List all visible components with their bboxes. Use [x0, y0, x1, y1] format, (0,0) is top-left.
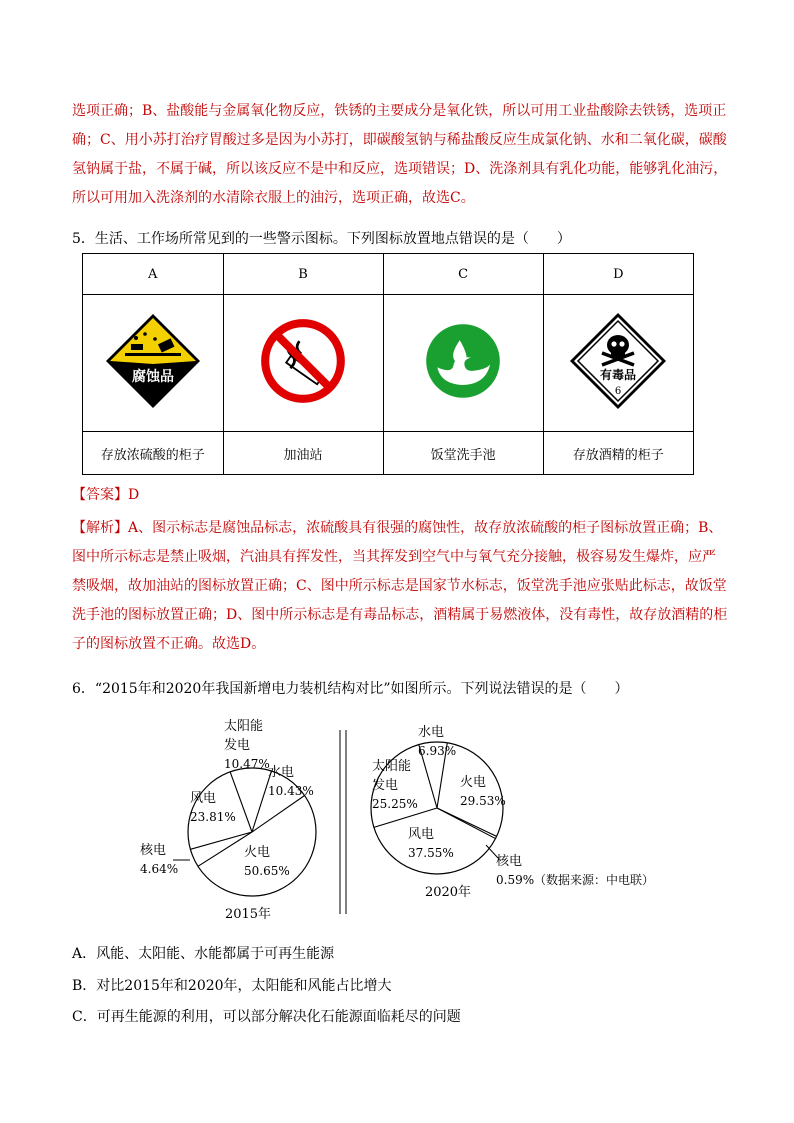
option-b: B．对比2015年和2020年，太阳能和风能占比增大 — [72, 978, 392, 994]
caption-a: 存放浓硫酸的柜子 — [83, 432, 224, 475]
option-a: A．风能、太阳能、水能都属于可再生能源 — [72, 946, 335, 962]
explanation-line: 所以可用加入洗涤剂的水清除衣服上的油污，选项正确，故选C。 — [72, 190, 475, 206]
caption-d: 存放酒精的柜子 — [543, 432, 693, 475]
answer-value: D — [128, 487, 140, 503]
water-saving-sign-icon — [423, 321, 503, 401]
question-5-analysis — [72, 514, 728, 659]
no-smoking-sign-icon — [258, 316, 348, 406]
slice-value: 37.55% — [408, 846, 454, 860]
cell-d-image — [543, 295, 693, 432]
question-5-stem: 5．生活、工作场所常见到的一些警示图标。下列图标放置地点错误的是（ ） — [72, 231, 571, 247]
cell-c-image — [383, 295, 543, 432]
slice-value: 4.64% — [140, 862, 179, 876]
corrosive-sign-icon — [103, 311, 203, 411]
slice-value: 6.93% — [418, 744, 457, 758]
slice-value: 29.53% — [460, 794, 506, 808]
slice-label: 发电 — [372, 778, 399, 793]
explanation-line: 确；C、用小苏打治疗胃酸过多是因为小苏打，即碳酸氢钠与稀盐酸反应生成氯化钠、水和二氧化碳，碳酸 — [72, 132, 727, 148]
slice-label: 火电 — [244, 845, 271, 860]
cell-b-image — [223, 295, 383, 432]
slice-label: 火电 — [460, 775, 487, 790]
slice-label: 发电 — [224, 738, 251, 753]
slice-value: 0.59% — [496, 873, 535, 887]
slice-label: 核电 — [496, 854, 523, 869]
slice-value: 10.47% — [224, 757, 270, 771]
toxic-sign-text: 有毒品 — [600, 368, 637, 382]
slice-value: 50.65% — [244, 864, 290, 878]
slice-value: 10.43% — [268, 784, 314, 798]
slice-label: 水电 — [418, 725, 445, 740]
cell-a-image — [83, 295, 224, 432]
power-structure-pie-charts — [0, 708, 794, 938]
slice-label: 风电 — [190, 791, 217, 806]
analysis-line: 子的图标放置不正确。故选D。 — [72, 636, 266, 652]
analysis-line: 图中所示标志是禁止吸烟，汽油具有挥发性，当其挥发到空气中与氧气充分接触，极容易发生爆炸，应严 — [72, 549, 716, 565]
corrosive-sign-text: 腐蚀品 — [131, 369, 174, 385]
pie-title: 2015年 — [224, 907, 272, 922]
source-note: （数据来源：中电联） — [534, 873, 655, 887]
column-header: A — [83, 254, 224, 295]
warning-sign-table — [82, 253, 694, 475]
column-header: C — [383, 254, 543, 295]
analysis-line: 禁吸烟，故加油站的图标放置正确；C、图中所示标志是国家节水标志，饭堂洗手池应张贴此标志，故饭堂 — [72, 578, 727, 594]
question-6-stem: 6．“2015年和2020年我国新增电力装机结构对比”如图所示。下列说法错误的是（ ） — [72, 681, 629, 697]
toxic-sign-icon — [568, 311, 668, 411]
slice-value: 25.25% — [372, 797, 418, 811]
slice-label: 太阳能 — [224, 719, 264, 734]
slice-label: 太阳能 — [372, 759, 412, 774]
explanation-line: 选项正确；B、盐酸能与金属氧化物反应，铁锈的主要成分是氧化铁，所以可用工业盐酸除去铁锈，选项正 — [72, 103, 727, 119]
analysis-label: 【解析】 — [72, 520, 128, 536]
analysis-line: 【解析】A、图示标志是腐蚀品标志，浓硫酸具有很强的腐蚀性，故存放浓硫酸的柜子图标放置正确；B、 — [72, 520, 723, 536]
explanation-line: 氢钠属于盐，不属于碱，所以该反应不是中和反应，选项错误；D、洗涤剂具有乳化功能，能够乳化油污， — [72, 161, 728, 177]
slice-value: 23.81% — [190, 810, 236, 824]
previous-explanation — [72, 97, 728, 213]
toxic-class-number: 6 — [615, 386, 622, 397]
option-c: C．可再生能源的利用，可以部分解决化石能源面临耗尽的问题 — [72, 1009, 461, 1025]
caption-b: 加油站 — [223, 432, 383, 475]
pie-title: 2020年 — [424, 885, 472, 900]
slice-label: 风电 — [408, 827, 435, 842]
column-header: B — [223, 254, 383, 295]
slice-label: 水电 — [268, 765, 295, 780]
answer-line — [72, 484, 139, 504]
column-header: D — [543, 254, 693, 295]
caption-c: 饭堂洗手池 — [383, 432, 543, 475]
answer-label: 【答案】 — [72, 487, 128, 503]
slice-label: 核电 — [140, 843, 167, 858]
analysis-line: 洗手池的图标放置正确；D、图中所示标志是有毒品标志，酒精属于易燃液体，没有毒性，故存放酒精的柜 — [72, 607, 728, 623]
